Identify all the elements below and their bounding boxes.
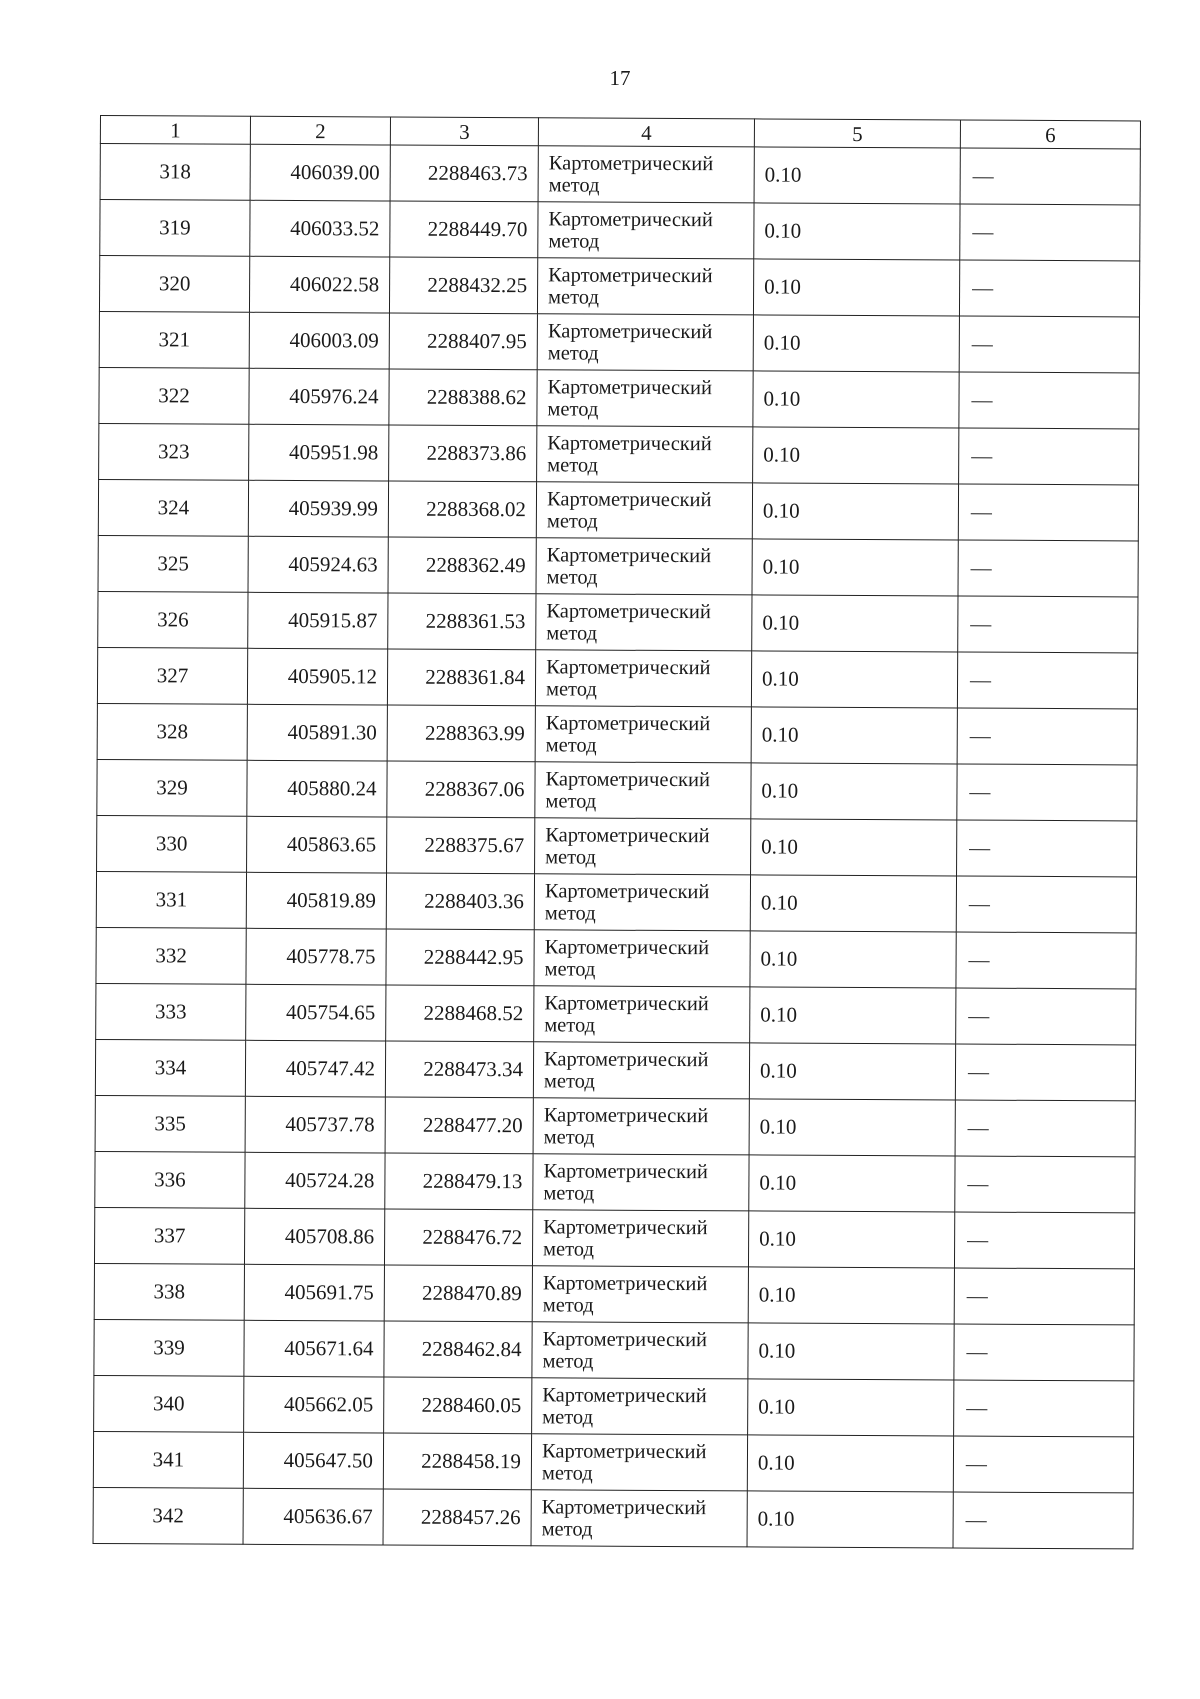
point-number-cell: 327 <box>97 647 247 704</box>
x-coordinate-cell: 406033.52 <box>250 200 390 257</box>
note-cell: — <box>956 988 1136 1045</box>
point-number-cell: 328 <box>97 703 247 760</box>
accuracy-cell: 0.10 <box>752 483 958 540</box>
note-cell: — <box>959 372 1139 429</box>
x-coordinate-cell: 405708.86 <box>244 1208 384 1265</box>
y-coordinate-cell: 2288468.52 <box>386 985 534 1042</box>
x-coordinate-cell: 406022.58 <box>249 256 389 313</box>
y-coordinate-cell: 2288463.73 <box>390 145 538 202</box>
method-line-2: метод <box>543 1237 594 1261</box>
x-coordinate-cell: 405737.78 <box>245 1096 385 1153</box>
point-number-cell: 335 <box>95 1095 245 1152</box>
x-coordinate-cell: 405636.67 <box>243 1488 383 1545</box>
method-line-2: метод <box>547 285 599 309</box>
table-row <box>98 479 1138 540</box>
column-header: 3 <box>390 117 538 146</box>
method-cell <box>537 426 753 483</box>
method-cell <box>533 1042 749 1099</box>
method-line-1: Картометрический <box>542 1383 707 1407</box>
point-number-cell: 341 <box>93 1431 243 1488</box>
y-coordinate-cell: 2288457.26 <box>383 1489 531 1546</box>
accuracy-cell: 0.10 <box>753 427 959 484</box>
point-number-cell: 321 <box>99 311 249 368</box>
column-header: 6 <box>960 120 1140 149</box>
table-row <box>93 1487 1133 1548</box>
x-coordinate-cell: 405691.75 <box>244 1264 384 1321</box>
method-cell <box>532 1210 748 1267</box>
note-cell: — <box>956 876 1136 933</box>
point-number-cell: 322 <box>99 367 249 424</box>
table-row <box>98 535 1138 596</box>
point-number-cell: 333 <box>96 983 246 1040</box>
note-cell: — <box>958 540 1138 597</box>
table-row <box>94 1207 1134 1268</box>
point-number-cell: 339 <box>94 1319 244 1376</box>
y-coordinate-cell: 2288361.84 <box>387 649 535 706</box>
method-line-1: Картометрический <box>548 151 714 175</box>
method-line-2: метод <box>544 1013 596 1037</box>
table-row <box>99 423 1139 484</box>
accuracy-cell: 0.10 <box>749 1155 955 1212</box>
note-cell: — <box>959 428 1139 485</box>
y-coordinate-cell: 2288363.99 <box>387 705 535 762</box>
table-row <box>98 591 1138 652</box>
method-cell <box>531 1490 747 1547</box>
note-cell: — <box>959 316 1139 373</box>
method-line-2: метод <box>548 229 600 253</box>
method-cell <box>538 146 754 203</box>
x-coordinate-cell: 405778.75 <box>246 928 386 985</box>
table-row <box>95 1095 1135 1156</box>
table-row <box>95 1039 1135 1100</box>
method-cell <box>536 538 752 595</box>
point-number-cell: 326 <box>98 591 248 648</box>
method-cell <box>535 818 751 875</box>
accuracy-cell: 0.10 <box>751 707 957 764</box>
table-row <box>94 1375 1134 1436</box>
note-cell: — <box>954 1268 1134 1325</box>
table-row <box>97 703 1137 764</box>
method-cell <box>536 482 752 539</box>
method-cell <box>535 762 751 819</box>
y-coordinate-cell: 2288442.95 <box>386 929 534 986</box>
point-number-cell: 329 <box>97 759 247 816</box>
method-cell <box>533 1154 749 1211</box>
method-line-1: Картометрический <box>541 1439 707 1463</box>
point-number-cell: 334 <box>95 1039 245 1096</box>
point-number-cell: 332 <box>96 927 246 984</box>
method-line-1: Картометрический <box>547 431 712 455</box>
accuracy-cell: 0.10 <box>753 259 959 316</box>
method-line-1: Картометрический <box>544 991 709 1015</box>
x-coordinate-cell: 405754.65 <box>246 984 386 1041</box>
accuracy-cell: 0.10 <box>750 987 956 1044</box>
x-coordinate-cell: 405891.30 <box>247 704 387 761</box>
note-cell: — <box>955 1044 1135 1101</box>
column-header: 2 <box>250 116 390 145</box>
table-row <box>100 144 1140 205</box>
y-coordinate-cell: 2288388.62 <box>389 369 537 426</box>
point-number-cell: 331 <box>96 871 246 928</box>
x-coordinate-cell: 405863.65 <box>247 816 387 873</box>
method-line-2: метод <box>545 677 597 701</box>
method-cell <box>532 1266 748 1323</box>
coordinates-table <box>93 115 1141 1549</box>
method-line-1: Картометрический <box>545 767 711 791</box>
method-line-2: метод <box>541 1461 593 1485</box>
method-line-2: метод <box>548 173 600 197</box>
method-line-1: Картометрический <box>546 487 712 511</box>
table-row <box>96 927 1136 988</box>
method-line-2: метод <box>542 1293 594 1317</box>
coordinates-table-container <box>93 115 1140 1549</box>
y-coordinate-cell: 2288476.72 <box>384 1209 532 1266</box>
accuracy-cell: 0.10 <box>752 539 958 596</box>
method-cell <box>534 930 750 987</box>
method-line-1: Картометрический <box>543 1103 709 1127</box>
note-cell: — <box>959 260 1139 317</box>
table-row <box>96 983 1136 1044</box>
method-cell <box>536 594 752 651</box>
x-coordinate-cell: 406039.00 <box>250 144 390 201</box>
accuracy-cell: 0.10 <box>747 1435 953 1492</box>
table-row <box>94 1263 1134 1324</box>
page-number: 17 <box>609 66 631 90</box>
point-number-cell: 318 <box>100 144 250 201</box>
y-coordinate-cell: 2288470.89 <box>384 1265 532 1322</box>
method-line-1: Картометрический <box>545 711 711 735</box>
y-coordinate-cell: 2288449.70 <box>390 201 538 258</box>
y-coordinate-cell: 2288403.36 <box>386 873 534 930</box>
y-coordinate-cell: 2288407.95 <box>389 313 537 370</box>
x-coordinate-cell: 405880.24 <box>247 760 387 817</box>
method-cell <box>538 202 754 259</box>
table-row <box>97 647 1137 708</box>
table-row <box>100 200 1140 261</box>
method-line-1: Картометрический <box>548 207 713 231</box>
note-cell: — <box>958 596 1138 653</box>
y-coordinate-cell: 2288432.25 <box>389 257 537 314</box>
point-number-cell: 325 <box>98 535 248 592</box>
column-header: 4 <box>538 118 754 147</box>
accuracy-cell: 0.10 <box>754 147 960 204</box>
accuracy-cell: 0.10 <box>747 1491 953 1548</box>
table-row <box>99 311 1139 372</box>
point-number-cell: 340 <box>94 1375 244 1432</box>
x-coordinate-cell: 406003.09 <box>249 312 389 369</box>
note-cell: — <box>954 1380 1134 1437</box>
note-cell: — <box>958 484 1138 541</box>
method-line-2: метод <box>547 397 599 421</box>
y-coordinate-cell: 2288462.84 <box>384 1321 532 1378</box>
x-coordinate-cell: 405671.64 <box>244 1320 384 1377</box>
method-line-1: Картометрический <box>543 1159 708 1183</box>
point-number-cell: 319 <box>100 200 250 257</box>
y-coordinate-cell: 2288473.34 <box>385 1041 533 1098</box>
note-cell: — <box>955 1156 1135 1213</box>
column-header: 1 <box>100 116 250 145</box>
accuracy-cell: 0.10 <box>748 1379 954 1436</box>
method-cell <box>537 314 753 371</box>
point-number-cell: 320 <box>99 256 249 313</box>
note-cell: — <box>953 1436 1133 1493</box>
x-coordinate-cell: 405647.50 <box>243 1432 383 1489</box>
method-cell <box>531 1434 747 1491</box>
point-number-cell: 338 <box>94 1263 244 1320</box>
note-cell: — <box>954 1212 1134 1269</box>
method-line-2: метод <box>545 789 597 813</box>
table-row <box>93 1431 1133 1492</box>
accuracy-cell: 0.10 <box>748 1267 954 1324</box>
method-line-2: метод <box>546 565 598 589</box>
table-row <box>99 256 1139 317</box>
method-cell <box>537 370 753 427</box>
method-line-1: Картометрический <box>546 655 711 679</box>
method-cell <box>532 1378 748 1435</box>
method-line-1: Картометрический <box>542 1327 708 1351</box>
accuracy-cell: 0.10 <box>751 819 957 876</box>
method-cell <box>534 986 750 1043</box>
point-number-cell: 342 <box>93 1487 243 1544</box>
method-cell <box>532 1322 748 1379</box>
y-coordinate-cell: 2288368.02 <box>388 481 536 538</box>
method-line-1: Картометрический <box>548 263 713 287</box>
method-line-2: метод <box>546 509 598 533</box>
note-cell: — <box>957 652 1137 709</box>
method-line-2: метод <box>542 1349 594 1373</box>
method-line-1: Картометрический <box>541 1495 707 1519</box>
method-line-2: метод <box>545 733 597 757</box>
method-line-1: Картометрический <box>545 823 710 847</box>
point-number-cell: 330 <box>97 815 247 872</box>
method-cell <box>533 1098 749 1155</box>
note-cell: — <box>957 820 1137 877</box>
x-coordinate-cell: 405905.12 <box>247 648 387 705</box>
y-coordinate-cell: 2288367.06 <box>387 761 535 818</box>
accuracy-cell: 0.10 <box>748 1211 954 1268</box>
method-line-1: Картометрический <box>542 1271 708 1295</box>
method-line-2: метод <box>544 901 596 925</box>
x-coordinate-cell: 405724.28 <box>245 1152 385 1209</box>
accuracy-cell: 0.10 <box>750 875 956 932</box>
note-cell: — <box>953 1492 1133 1549</box>
x-coordinate-cell: 405819.89 <box>246 872 386 929</box>
accuracy-cell: 0.10 <box>749 1043 955 1100</box>
y-coordinate-cell: 2288373.86 <box>389 425 537 482</box>
point-number-cell: 337 <box>94 1207 244 1264</box>
table-row <box>95 1151 1135 1212</box>
note-cell: — <box>955 1100 1135 1157</box>
accuracy-cell: 0.10 <box>754 203 960 260</box>
method-line-2: метод <box>544 957 596 981</box>
table-body <box>93 144 1140 1549</box>
method-line-1: Картометрический <box>546 543 712 567</box>
accuracy-cell: 0.10 <box>751 651 957 708</box>
note-cell: — <box>960 148 1140 205</box>
method-line-2: метод <box>547 341 599 365</box>
note-cell: — <box>956 932 1136 989</box>
point-number-cell: 336 <box>95 1151 245 1208</box>
method-line-2: метод <box>543 1181 595 1205</box>
method-line-2: метод <box>546 621 598 645</box>
accuracy-cell: 0.10 <box>748 1323 954 1380</box>
method-line-2: метод <box>545 845 597 869</box>
method-cell <box>537 258 753 315</box>
note-cell: — <box>960 204 1140 261</box>
note-cell: — <box>957 708 1137 765</box>
table-row <box>99 367 1139 428</box>
x-coordinate-cell: 405924.63 <box>248 536 388 593</box>
y-coordinate-cell: 2288375.67 <box>387 817 535 874</box>
accuracy-cell: 0.10 <box>753 371 959 428</box>
point-number-cell: 324 <box>98 479 248 536</box>
table-row <box>94 1319 1134 1380</box>
method-line-1: Картометрический <box>547 319 713 343</box>
accuracy-cell: 0.10 <box>752 595 958 652</box>
table-row <box>97 815 1137 876</box>
method-line-1: Картометрический <box>544 879 710 903</box>
x-coordinate-cell: 405747.42 <box>245 1040 385 1097</box>
table-row <box>97 759 1137 820</box>
x-coordinate-cell: 405951.98 <box>249 424 389 481</box>
point-number-cell: 323 <box>99 423 249 480</box>
accuracy-cell: 0.10 <box>749 1099 955 1156</box>
x-coordinate-cell: 405662.05 <box>244 1376 384 1433</box>
x-coordinate-cell: 405976.24 <box>249 368 389 425</box>
method-line-1: Картометрический <box>544 1047 709 1071</box>
method-line-2: метод <box>543 1125 595 1149</box>
column-header: 5 <box>754 119 960 148</box>
accuracy-cell: 0.10 <box>751 763 957 820</box>
note-cell: — <box>954 1324 1134 1381</box>
method-line-1: Картометрический <box>543 1215 708 1239</box>
x-coordinate-cell: 405939.99 <box>248 480 388 537</box>
method-line-2: метод <box>542 1405 594 1429</box>
method-line-2: метод <box>543 1069 595 1093</box>
accuracy-cell: 0.10 <box>750 931 956 988</box>
x-coordinate-cell: 405915.87 <box>248 592 388 649</box>
y-coordinate-cell: 2288460.05 <box>384 1377 532 1434</box>
accuracy-cell: 0.10 <box>753 315 959 372</box>
y-coordinate-cell: 2288361.53 <box>388 593 536 650</box>
y-coordinate-cell: 2288458.19 <box>383 1433 531 1490</box>
method-line-1: Картометрический <box>544 935 710 959</box>
method-line-1: Картометрический <box>546 599 711 623</box>
method-cell <box>535 650 751 707</box>
y-coordinate-cell: 2288362.49 <box>388 537 536 594</box>
method-line-1: Картометрический <box>547 375 713 399</box>
method-line-2: метод <box>547 453 599 477</box>
method-cell <box>535 706 751 763</box>
method-cell <box>534 874 750 931</box>
y-coordinate-cell: 2288477.20 <box>385 1097 533 1154</box>
note-cell: — <box>957 764 1137 821</box>
table-row <box>96 871 1136 932</box>
method-line-2: метод <box>541 1517 593 1541</box>
y-coordinate-cell: 2288479.13 <box>385 1153 533 1210</box>
